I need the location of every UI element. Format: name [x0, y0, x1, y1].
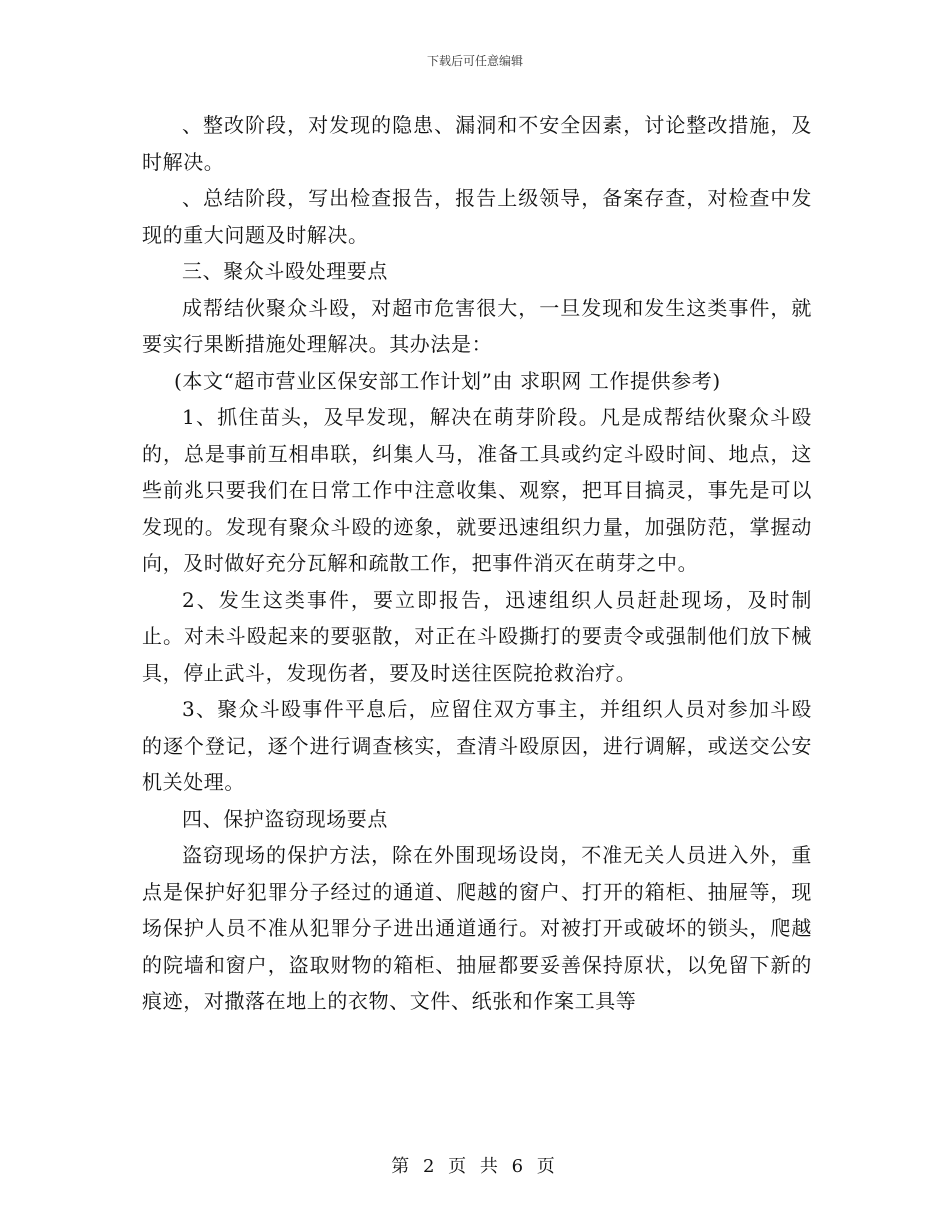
section-heading-brawl: 三、聚众斗殴处理要点	[182, 259, 388, 283]
paragraph-brawl-point-1: 1、抓住苗头，及早发现，解决在萌芽阶段。凡是成帮结伙聚众斗殴的，总是事前互相串联，纠集人马，准备工具或约定斗殴时间、地点，这些前兆只要我们在日常工作中注意收集、观察，把耳目搞灵，事先是可以发现的。发现有聚众斗殴的迹象，就要迅速组织力量，加强防范，掌握动向，及时做好充分瓦解和疏散工作，把事件消灭在萌芽之中。	[142, 405, 812, 575]
paragraph-brawl-point-3: 3、聚众斗殴事件平息后，应留住双方事主，并组织人员对参加斗殴的逐个登记，逐个进行调查核实，查清斗殴原因，进行调解，或送交公安机关处理。	[142, 697, 812, 794]
section-heading-theft-scene: 四、保护盗窃现场要点	[182, 806, 388, 831]
paragraph-source-note: (本文“超市营业区保安部工作计划”由 求职网 工作提供参考)	[174, 368, 721, 393]
page-header: 下载后可任意编辑	[426, 54, 523, 68]
page-footer: 第 2 页 共 6 页	[391, 1156, 559, 1177]
paragraph-theft-scene: 盗窃现场的保护方法，除在外围现场设岗，不准无关人员进入外，重点是保护好犯罪分子经过的通道、爬越的窗户、打开的箱柜、抽屉等，现场保护人员不准从犯罪分子进出通道通行。对被打开或破坏的锁头，爬越的院墙和窗户，盗取财物的箱柜、抽屉都要妥善保持原状，以免留下新的痕迹，对撒落在地上的衣物、文件、纸张和作案工具等	[142, 843, 812, 1013]
document-body	[142, 107, 812, 1020]
paragraph-brawl-intro: 成帮结伙聚众斗殴，对超市危害很大，一旦发现和发生这类事件，就要实行果断措施处理解决。其办法是：	[142, 295, 812, 356]
paragraph-rectification-stage: 、整改阶段，对发现的隐患、漏洞和不安全因素，讨论整改措施，及时解决。	[142, 113, 812, 174]
paragraph-summary-stage: 、总结阶段，写出检查报告，报告上级领导，备案存查，对检查中发现的重大问题及时解决。	[142, 186, 812, 247]
paragraph-brawl-point-2: 2、发生这类事件，要立即报告，迅速组织人员赶赴现场，及时制止。对未斗殴起来的要驱散，对正在斗殴撕打的要责令或强制他们放下械具，停止武斗，发现伤者，要及时送往医院抢救治疗。	[142, 587, 812, 685]
